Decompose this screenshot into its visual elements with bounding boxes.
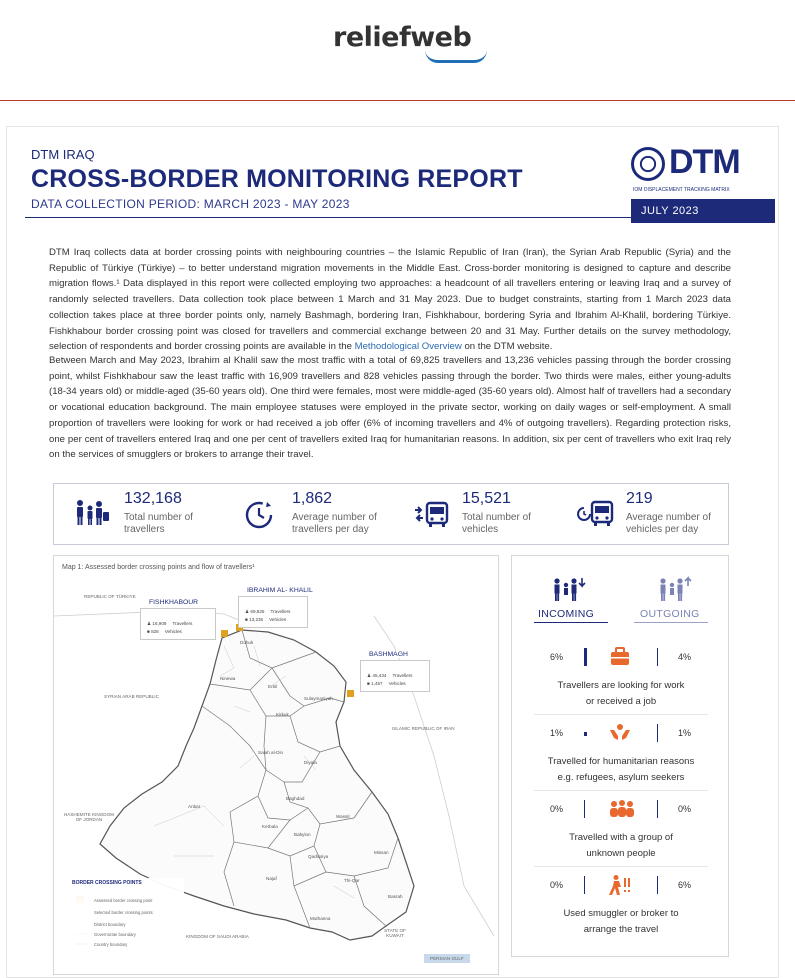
crossing-travellers: ♟ 69,825 Travellers [245,609,291,614]
intro-paragraph-1 [49,245,731,355]
legend-item: Selected border crossing points [94,910,153,915]
gov-label: Qadissiya [308,854,329,859]
incoming-value: 0% [550,804,564,814]
logo-swoosh-icon [425,50,487,63]
outgoing-value: 0% [678,804,692,814]
indicator-text: Used smuggler or broker to arrange the travel [563,908,679,935]
stat-value: 132,168 [124,490,182,507]
stat-value: 15,521 [462,490,511,507]
legend-item: Country boundary [94,942,128,947]
gov-label: Dohuk [240,640,254,645]
outgoing-label: OUTGOING [640,608,700,620]
travellers-icon: ♟ [245,609,250,614]
country-label-jordan: HASHEMITE KINGDOM OF JORDAN [63,812,115,822]
intro-paragraph-2 [49,353,731,463]
gov-label: Kerbala [262,824,278,829]
stat-label: Total number of travellers [124,512,193,535]
intro-text-end: on the DTM website. [461,341,553,353]
dtm-logo-subtitle: IOM DISPLACEMENT TRACKING MATRIX [633,187,730,193]
crossing-vehicles: ■ 828 Vehicles [147,629,182,634]
gov-label: Erbil [268,684,278,689]
gov-label: Sulaymaniyah [304,696,333,701]
indicator-text: Travelled for humanitarian reasons e.g. refugees, asylum seekers [547,756,695,783]
un-globe-icon [631,147,665,181]
gov-label: Thi-Qar [344,878,360,883]
country-label-turkiye: REPUBLIC OF TÜRKIYE [84,594,136,599]
incoming-value: 0% [550,880,564,890]
incoming-bar [584,648,587,666]
dtm-logo [631,143,759,193]
smuggler-icon [608,874,632,896]
crossing-vehicles: ■ 1,457 Vehicles [367,681,406,686]
gov-label: Missan [374,850,389,855]
stat-label: Average number of vehicles per day [626,512,711,535]
crossing-travellers: ♟ 45,434 Travellers [367,673,413,678]
outgoing-bar [657,800,658,818]
incoming-bar [584,732,587,736]
gov-label: Basrah [388,894,403,899]
reliefweb-logo-text: reliefweb [333,22,472,53]
bus-icon: ■ [147,629,150,634]
incoming-underline [534,622,608,623]
dtm-logo-text: DTM [669,143,740,181]
key-stats-bar [53,483,729,545]
crossing-name: BASHMAGH [369,651,408,658]
map-legend [66,878,184,968]
report-date-badge: JULY 2023 [631,199,775,223]
legend-item: Governorate boundary [94,932,136,937]
outgoing-bar [657,648,658,666]
data-collection-period: DATA COLLECTION PERIOD: MARCH 2023 - MAY 2023 [31,197,350,211]
legend-item: District boundary [94,922,126,927]
stat-value: 219 [626,490,653,507]
legend-title: BORDER CROSSING POINTS [72,880,142,886]
indicator-divider [534,790,708,791]
report-document [6,126,779,978]
outgoing-underline [634,622,708,623]
briefcase-icon [608,646,632,668]
bus-icon: ■ [245,617,248,622]
legend-item: Assessed border crossing point [94,898,153,903]
indicator-text: Travelled with a group of unknown people [569,832,673,859]
travellers-icon: ♟ [367,673,372,678]
country-label-syria: SYRIAN ARAB REPUBLIC [104,694,159,699]
crossing-vehicles: ■ 13,236 Vehicles [245,617,287,622]
group-icon [608,798,632,820]
stat-label: Average number of travellers per day [292,512,377,535]
bus-icon: ■ [367,681,370,686]
stat-value: 1,862 [292,490,333,507]
outgoing-bar [657,724,658,742]
gov-label: Najaf [266,876,277,881]
gov-label: Muthanna [310,916,331,921]
map-title: Map 1: Assessed border crossing points and flow of travellers¹ [62,564,255,571]
gov-label: Anbar [188,804,201,809]
callout-fishkhabour [140,599,216,640]
methodological-overview-link[interactable]: Methodological Overview [354,341,462,353]
stat-label: Total number of vehicles [462,512,531,535]
outgoing-value: 4% [678,652,692,662]
gov-label: Salah al-Din [258,750,284,755]
crossing-travellers: ♟ 16,909 Travellers [147,621,193,626]
travellers-icon [74,498,110,532]
gov-label: Baghdad [286,796,305,801]
gov-label: Diyala [304,760,317,765]
indicator-text: Travellers are looking for work or received a job [557,680,685,707]
callout-ibrahim-al-khalil [238,587,313,628]
callout-bashmagh [360,651,430,692]
indicator-divider [534,714,708,715]
summary-text: Between March and May 2023, Ibrahim al Khalil saw the most traffic with a total of 69,825 travellers and 13,236 vehicles passing through the border crossing point, whilst Fishkhabour saw the least traffic with 16,909 travellers and 828 vehicles passing through the border. Two thirds were males, either young-adults (18-34 years old) or middle-aged (35-60 years old). One third were females, most were middle-aged (35-60 years old). Almost half of travellers had a secondary or vocational education background. The main employee statuses were employed in the private sector, working on daily wages or self-employment. A small proportion of travellers were looking for work or had received a job offer (6% of incoming travellers and 4% of outgoing travellers). Regarding protection risks, one per cent of travellers entered Iraq and one per cent of travellers exited Iraq for humanitarian reasons. In addition, six per cent of travellers who exit Iraq rely on the services of smugglers or brokers to arrange their travel. [49,355,731,461]
intro-text: DTM Iraq collects data at border crossing points with neighbouring countries – the Islamic Republic of Iran (Iran), the Syrian Arab Republic (Syria) and the Republic of Türkiye (Türkiye) – to better understand migration movements in the Middle East. Cross-border monitoring is designed to capture and describe migration flows.¹ Data displayed in this report were collected employing two approaches: a headcount of all travellers entering or leaving Iraq and a survey of randomly selected travellers. Data collection took place between 1 March and 31 May 2023. Due to budget constraints, starting from 1 March 2023 data collection takes place at three border points only, namely Bashmagh, bordering Iran, Fishkhabour, bordering Syria and Ibrahim Al-Khalil, bordering Türkiye. Fishkhabour border crossing point was closed for travellers and commercial exchange between 20 and 31 May. Further details on the survey methodology, selection of respondents and border crossing points are available in the [49,247,731,353]
incoming-outgoing-panel [511,555,729,957]
gov-label: Babylon [294,832,311,837]
indicator-group [512,796,730,866]
bus-clock-icon [576,498,612,532]
gov-label: Ninewa [220,676,236,681]
country-label-iran: ISLAMIC REPUBLIC OF IRAN [392,726,455,731]
report-title: CROSS-BORDER MONITORING REPORT [31,165,523,193]
incoming-travellers-icon [552,576,584,604]
travellers-icon: ♟ [147,621,152,626]
incoming-bar [584,876,585,894]
bus-icon [412,498,448,532]
gov-label: Kirkuk [276,712,289,717]
country-label-saudi: KINGDOM OF SAUDI ARABIA [186,934,249,939]
gov-label: Wassit [336,814,350,819]
humanitarian-hands-icon [608,722,632,744]
incoming-bar [584,800,585,818]
incoming-label: INCOMING [538,608,595,620]
border-crossing-map [53,555,499,975]
crossing-name: IBRAHIM AL- KHALIL [247,587,313,594]
country-label-gulf: PERSIAN GULF [424,954,470,963]
outgoing-bar [657,876,658,894]
indicator-divider [534,866,708,867]
country-label-kuwait: STATE OF KUWAIT [384,928,406,938]
indicator-smuggler [512,872,730,942]
indicator-work [512,644,730,714]
title-divider [25,217,631,218]
clock-icon [242,498,278,532]
incoming-value: 6% [550,652,564,662]
report-kicker: DTM IRAQ [31,147,95,162]
crossing-name: FISHKHABOUR [149,599,199,606]
outgoing-value: 1% [678,728,692,738]
reliefweb-logo[interactable] [333,22,471,53]
indicator-humanitarian [512,720,730,790]
outgoing-travellers-icon [658,576,690,604]
site-header [0,0,795,101]
incoming-value: 1% [550,728,564,738]
outgoing-value: 6% [678,880,692,890]
